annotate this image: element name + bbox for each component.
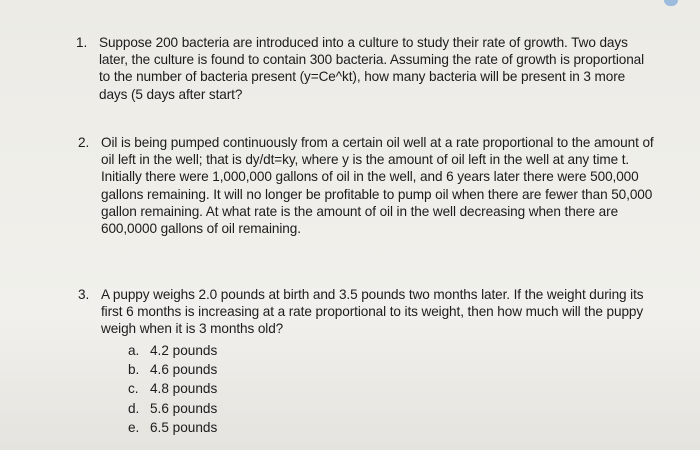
problem-number: 1. [76,35,88,50]
choice-text: 4.2 pounds [150,343,218,358]
problem-number: 3. [78,287,90,302]
choice-letter: a. [128,343,140,358]
problem-text: A puppy weighs 2.0 pounds at birth and 3.5 pounds two months later. If the weight during its first 6 months is increasing at a rate proportional to its weight, then how much will the puppy weigh when it is 3 months old? [101,287,644,337]
choice-c[interactable] [128,379,217,398]
choice-text: 6.5 pounds [150,419,218,435]
problem-text: Suppose 200 bacteria are introduced into a culture to study their rate of growth. Two days later, the culture is found to contain 300 bacteria. Assuming the rate of growth is proportional to the number of bacteria present (y=Ce^kt), how many bacteria will be present in 3 more days (5 days after start? [99,35,645,102]
choice-e[interactable] [128,418,217,437]
choice-letter: d. [128,400,140,416]
choice-letter: b. [128,362,140,378]
choice-a[interactable] [128,341,217,360]
problem-text: Oil is being pumped continuously from a certain oil well at a rate proportional to the amount of oil left in the well; that is dy/dt=ky, where y is the amount of oil left in the well at any time t. Initially there were 1,000,000 gallons of oil in the well, and 6 years later there were 500,000 gallons remaining. It will no longer be profitable to pump oil when there are fewer than 50,000 gallon remaining. At what rate is the amount of oil in the well decreasing when there are 600,0000 gallons of oil remaining. [101,135,654,237]
choice-text: 5.6 pounds [150,400,218,416]
choice-letter: e. [128,419,140,435]
choice-text: 4.8 pounds [150,381,218,397]
problem-number: 2. [78,135,90,150]
corner-tab [664,0,678,6]
choice-d[interactable] [128,399,217,418]
choice-letter: c. [128,381,139,397]
answer-choices [128,341,217,437]
choice-text: 4.6 pounds [150,362,218,378]
choice-b[interactable] [128,360,217,379]
